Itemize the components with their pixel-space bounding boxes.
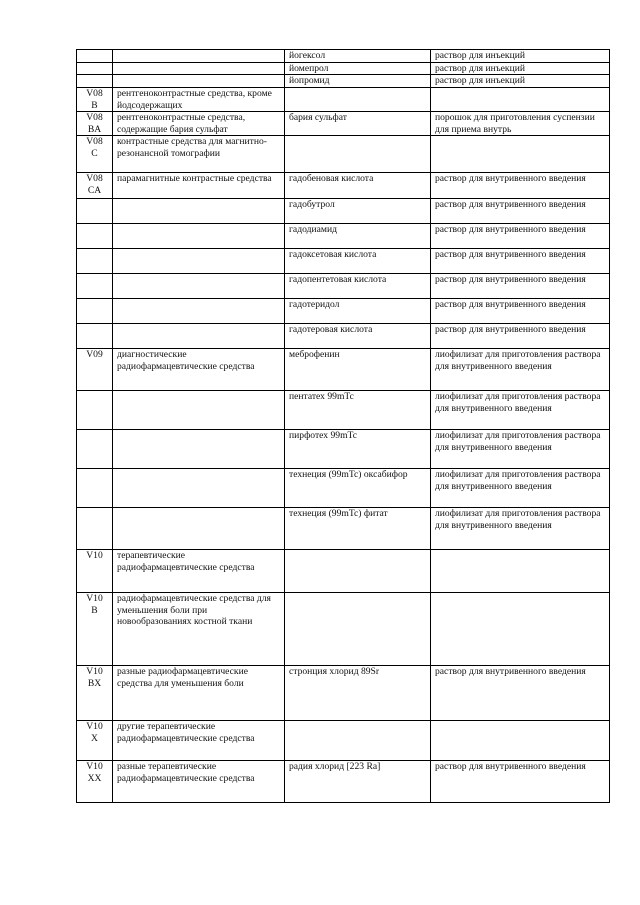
dosage-form-cell: раствор для внутривенного введения [431,299,610,324]
atc-group-cell: рентгеноконтрастные средства, содержащие бария сульфат [113,112,285,136]
atc-group-cell [113,324,285,349]
substance-cell: гадотеровая кислота [285,324,431,349]
table-row [77,224,610,249]
atc-group-cell [113,430,285,469]
atc-group-cell: парамагнитные контрастные средства [113,173,285,199]
table-row [77,75,610,88]
atc-code-cell: V10 BX [77,666,113,721]
atc-code-cell [77,50,113,63]
atc-group-cell: разные радиофармацевтические средства для уменьшения боли [113,666,285,721]
substance-cell: йомепрол [285,62,431,75]
substance-cell: пентатех 99mTc [285,391,431,430]
table-row [77,249,610,274]
dosage-form-cell [431,593,610,666]
substance-cell [285,136,431,173]
atc-code-cell [77,391,113,430]
dosage-form-cell: раствор для внутривенного введения [431,199,610,224]
substance-cell: меброфенин [285,349,431,391]
atc-group-cell [113,224,285,249]
atc-code-cell: V08 C [77,136,113,173]
atc-group-cell: рентгеноконтрастные средства, кроме йодсодержащих [113,88,285,112]
table-row [77,761,610,803]
atc-code-cell [77,508,113,550]
dosage-form-cell [431,136,610,173]
dosage-form-cell: лиофилизат для приготовления раствора для внутривенного введения [431,508,610,550]
atc-code-cell: V10 XX [77,761,113,803]
table-row [77,721,610,761]
atc-code-cell [77,62,113,75]
atc-code-cell [77,324,113,349]
table-row [77,199,610,224]
dosage-form-cell: раствор для инъекций [431,75,610,88]
atc-group-cell [113,50,285,63]
dosage-form-cell [431,550,610,593]
substance-cell: пирфотех 99mTc [285,430,431,469]
atc-group-cell: разные терапевтические радиофармацевтические средства [113,761,285,803]
atc-group-cell: контрастные средства для магнитно-резонансной томографии [113,136,285,173]
atc-group-cell [113,469,285,508]
atc-code-cell [77,299,113,324]
table-row [77,50,610,63]
substance-cell: технеция (99mTc) оксабифор [285,469,431,508]
table-row [77,112,610,136]
table-row [77,62,610,75]
atc-code-cell: V08 CA [77,173,113,199]
drug-table-body [77,50,610,803]
drug-table [76,49,610,803]
table-row [77,349,610,391]
substance-cell: гадобутрол [285,199,431,224]
dosage-form-cell: лиофилизат для приготовления раствора для внутривенного введения [431,349,610,391]
dosage-form-cell: раствор для внутривенного введения [431,274,610,299]
table-row [77,593,610,666]
atc-code-cell [77,249,113,274]
dosage-form-cell: раствор для внутривенного введения [431,173,610,199]
table-row [77,430,610,469]
substance-cell: гадобеновая кислота [285,173,431,199]
dosage-form-cell: раствор для инъекций [431,50,610,63]
substance-cell: бария сульфат [285,112,431,136]
atc-group-cell [113,508,285,550]
dosage-form-cell: раствор для внутривенного введения [431,224,610,249]
table-row [77,550,610,593]
atc-code-cell [77,430,113,469]
dosage-form-cell: лиофилизат для приготовления раствора для внутривенного введения [431,391,610,430]
dosage-form-cell: раствор для внутривенного введения [431,324,610,349]
dosage-form-cell: раствор для внутривенного введения [431,761,610,803]
table-row [77,88,610,112]
atc-code-cell: V08 B [77,88,113,112]
table-row [77,508,610,550]
substance-cell: йогексол [285,50,431,63]
table-row [77,136,610,173]
table-row [77,666,610,721]
atc-code-cell [77,75,113,88]
substance-cell [285,721,431,761]
atc-group-cell [113,249,285,274]
atc-code-cell: V10 [77,550,113,593]
atc-code-cell: V10 B [77,593,113,666]
substance-cell: радия хлорид [223 Ra] [285,761,431,803]
atc-group-cell: диагностические радиофармацевтические средства [113,349,285,391]
atc-group-cell [113,391,285,430]
table-row [77,173,610,199]
dosage-form-cell: порошок для приготовления суспензии для приема внутрь [431,112,610,136]
substance-cell: гадодиамид [285,224,431,249]
substance-cell [285,550,431,593]
atc-code-cell: V10 X [77,721,113,761]
atc-group-cell [113,299,285,324]
dosage-form-cell: раствор для внутривенного введения [431,666,610,721]
substance-cell: стронция хлорид 89Sr [285,666,431,721]
atc-group-cell: радиофармацевтические средства для уменьшения боли при новообразованиях костной ткани [113,593,285,666]
table-row [77,391,610,430]
dosage-form-cell: лиофилизат для приготовления раствора для внутривенного введения [431,469,610,508]
dosage-form-cell [431,721,610,761]
atc-code-cell [77,274,113,299]
atc-code-cell [77,224,113,249]
substance-cell: гадотеридол [285,299,431,324]
atc-code-cell: V08 BA [77,112,113,136]
atc-group-cell: терапевтические радиофармацевтические средства [113,550,285,593]
substance-cell [285,88,431,112]
substance-cell: гадопентетовая кислота [285,274,431,299]
substance-cell: гадоксетовая кислота [285,249,431,274]
dosage-form-cell: лиофилизат для приготовления раствора для внутривенного введения [431,430,610,469]
dosage-form-cell: раствор для внутривенного введения [431,249,610,274]
dosage-form-cell: раствор для инъекций [431,62,610,75]
atc-group-cell [113,62,285,75]
atc-code-cell: V09 [77,349,113,391]
substance-cell: йопромид [285,75,431,88]
atc-group-cell [113,75,285,88]
atc-group-cell: другие терапевтические радиофармацевтические средства [113,721,285,761]
dosage-form-cell [431,88,610,112]
substance-cell [285,593,431,666]
atc-group-cell [113,199,285,224]
atc-code-cell [77,469,113,508]
table-row [77,324,610,349]
atc-code-cell [77,199,113,224]
atc-group-cell [113,274,285,299]
table-row [77,299,610,324]
table-row [77,274,610,299]
substance-cell: технеция (99mTc) фитат [285,508,431,550]
table-row [77,469,610,508]
